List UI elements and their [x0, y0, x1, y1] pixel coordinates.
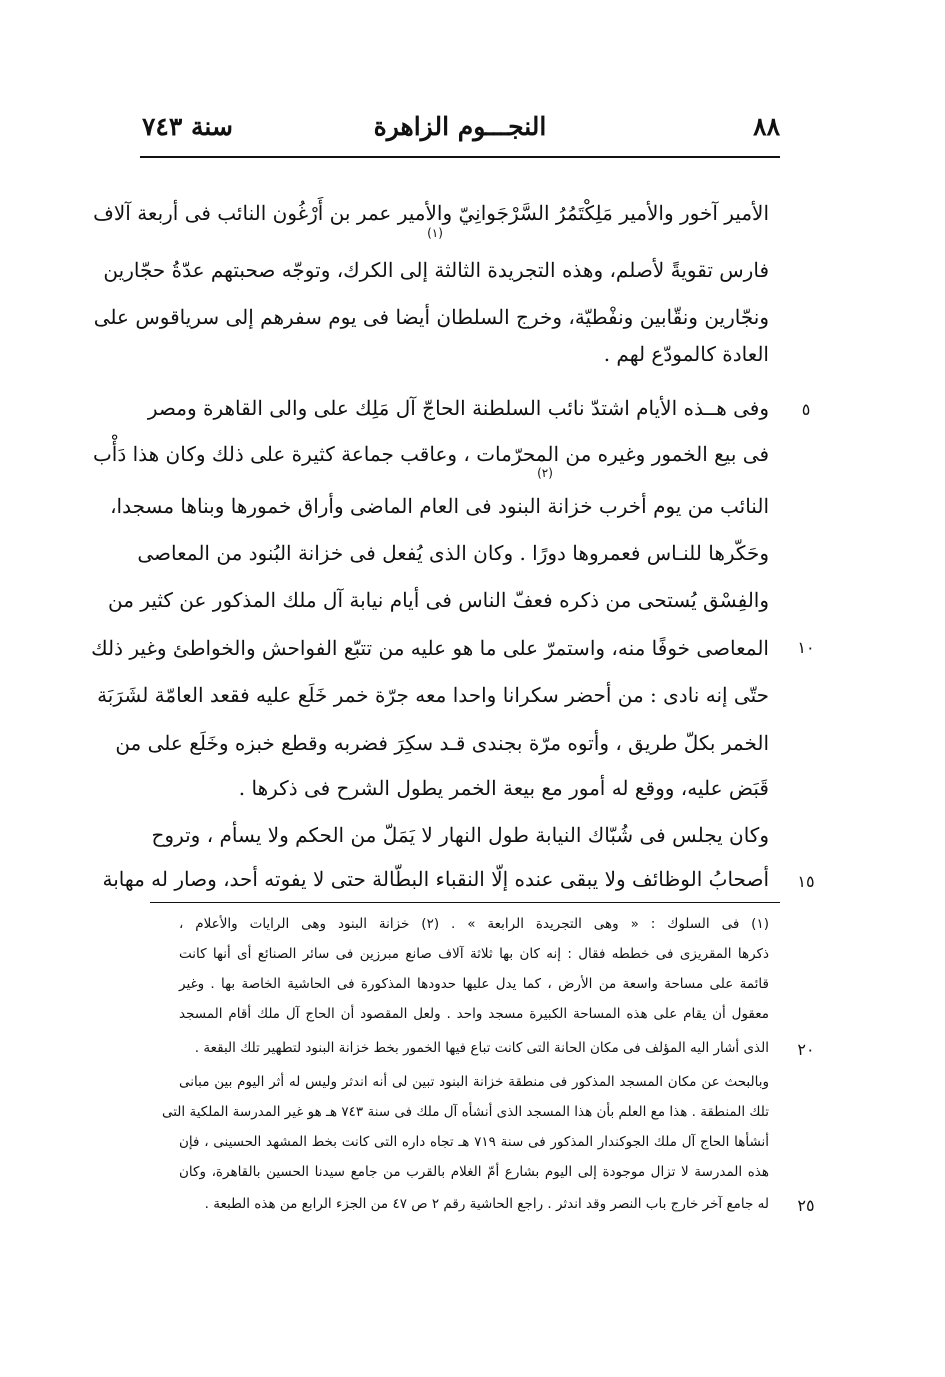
- body-line: وكان يجلس فى شُبّاك النيابة طول النهار لا يَمَلّ من الحكم ولا يسأم ، وتروح: [151, 823, 769, 847]
- line-number-10: ١٠: [797, 638, 815, 657]
- footnote-line: وبالبحث عن مكان المسجد المذكور فى منطقة خزانة البنود تبين لى أنه اندثر وليس له أثر اليوم بين مبانى: [179, 1074, 769, 1090]
- footnote-line: الذى أشار اليه المؤلف فى مكان الحانة التى كانت تباع فيها الخمور بخط خزانة البنود لتطهير تلك البقعة .: [194, 1040, 769, 1056]
- line-number-15: ١٥: [797, 872, 815, 891]
- footnote-line: هذه المدرسة لا تزال موجودة إلى اليوم بشارع أمّ الغلام بالقرب من جامع سيدنا الحسين بالقاهرة، وكان: [179, 1164, 769, 1180]
- running-header: [140, 112, 780, 152]
- footnote-ref-1: (١): [427, 226, 443, 240]
- body-line: فى بيع الخمور وغيره من المحرّمات ، وعاقب جماعة كثيرة على ذلك وكان هذا دَأْب: [92, 442, 769, 466]
- body-line: العادة كالمودّع لهم .: [603, 342, 769, 366]
- footnote-line: (١) فى السلوك : « وهى التجريدة الرابعة » . (٢) خزانة البنود وهى الرايات والأعلام ،: [179, 916, 770, 932]
- footnote-line: قائمة على مساحة واسعة من الأرض ، كما يدل عليها حدودها المذكورة فى الحاشية الخاصة بها . وغير: [179, 976, 769, 992]
- body-line: الأمير آخور والأمير مَلِكْتَمُرُ السَّرْجَوانِيّ والأمير عمر بن أَرْغُون النائب فى أربعة آلاف: [93, 201, 769, 225]
- body-line: وفى هــذه الأيام اشتدّ نائب السلطنة الحاجّ آل مَلِك على والى القاهرة ومصر: [147, 396, 769, 420]
- footnote-line: له جامع آخر خارج باب النصر وقد اندثر . راجع الحاشية رقم ٢ ص ٤٧ من الجزء الرابع من هذه الطبعة .: [204, 1196, 769, 1212]
- body-line: والفِسْق يُستحى من ذكره فعفّ الناس فى أيام نيابة آل ملك المذكور عن كثير من: [108, 588, 769, 612]
- footnote-line: أنشأها الحاج آل ملك الجوكندار المذكور فى سنة ٧١٩ هـ تجاه داره التى كانت بخط المشهد الحسينى ، فإن: [179, 1134, 769, 1150]
- line-number-5: ٥: [801, 400, 811, 419]
- body-line: الخمر بكلّ طريق ، وأتوه مرّة بجندى قـد سكِرَ فضربه وقطع خبزه وخَلَع على من: [115, 731, 769, 755]
- footnote-line: ذكرها المقريزى فى خططه فقال : إنه كان بها ثلاثة آلاف صانع مبرزين فى سائر الصنائع أى أنها كانت: [179, 946, 769, 962]
- footnote-line: تلك المنطقة . هذا مع العلم بأن هذا المسجد الذى أنشأه آل ملك فى سنة ٧٤٣ هـ هو غير المدرسة الملكية التى: [161, 1104, 769, 1120]
- body-line: قَبَض عليه، ووقع له أمور مع بيعة الخمر يطول الشرح فى ذكرها .: [238, 776, 769, 800]
- header-rule: [140, 156, 780, 158]
- body-line: حتّى إنه نادى : من أحضر سكرانا واحدا معه جرّة خمر خَلَع عليه فقعد العامّة لشَرَبَة: [97, 683, 769, 707]
- body-line: ونجّارين ونقّابين ونفْطيّة، وخرج السلطان أيضا فى يوم سفرهم إلى سرياقوس على: [93, 305, 769, 329]
- footnote-ref-2: (٢): [537, 466, 553, 480]
- footnote-rule: [150, 902, 780, 903]
- page-number: ٨٨: [753, 112, 780, 141]
- book-title: النجـــوم الزاهرة: [373, 112, 547, 141]
- body-line: المعاصى خوفًا منه، واستمرّ على ما هو عليه من تتبّع الفواحش والخواطئ وغير ذلك: [91, 636, 769, 660]
- footnote-line: معقول أن يقام على هذه المساحة الكبيرة مسجد واحد . ولعل المقصود أن الحاج آل ملك أقام المسجد: [179, 1006, 769, 1022]
- year-label: سنة ٧٤٣: [142, 112, 233, 141]
- body-line: وحَكّرها للنـاس فعمروها دورًا . وكان الذى يُفعل فى خزانة البُنود من المعاصى: [137, 541, 769, 565]
- body-line: فارس تقويةً لأصلم، وهذه التجريدة الثالثة إلى الكرك، وتوجّه صحبتهم عدّةُ حجّارين: [103, 258, 769, 282]
- line-number-20: ٢٠: [797, 1040, 815, 1059]
- line-number-25: ٢٥: [797, 1196, 815, 1215]
- body-line: النائب من يوم أخرب خزانة البنود فى العام الماضى وأراق خمورها وبناها مسجدا،: [110, 494, 769, 518]
- body-line: أصحابُ الوظائف ولا يبقى عنده إلّا النقباء البطّالة حتى لا يفوته أحد، وصار له مهابة: [102, 867, 769, 891]
